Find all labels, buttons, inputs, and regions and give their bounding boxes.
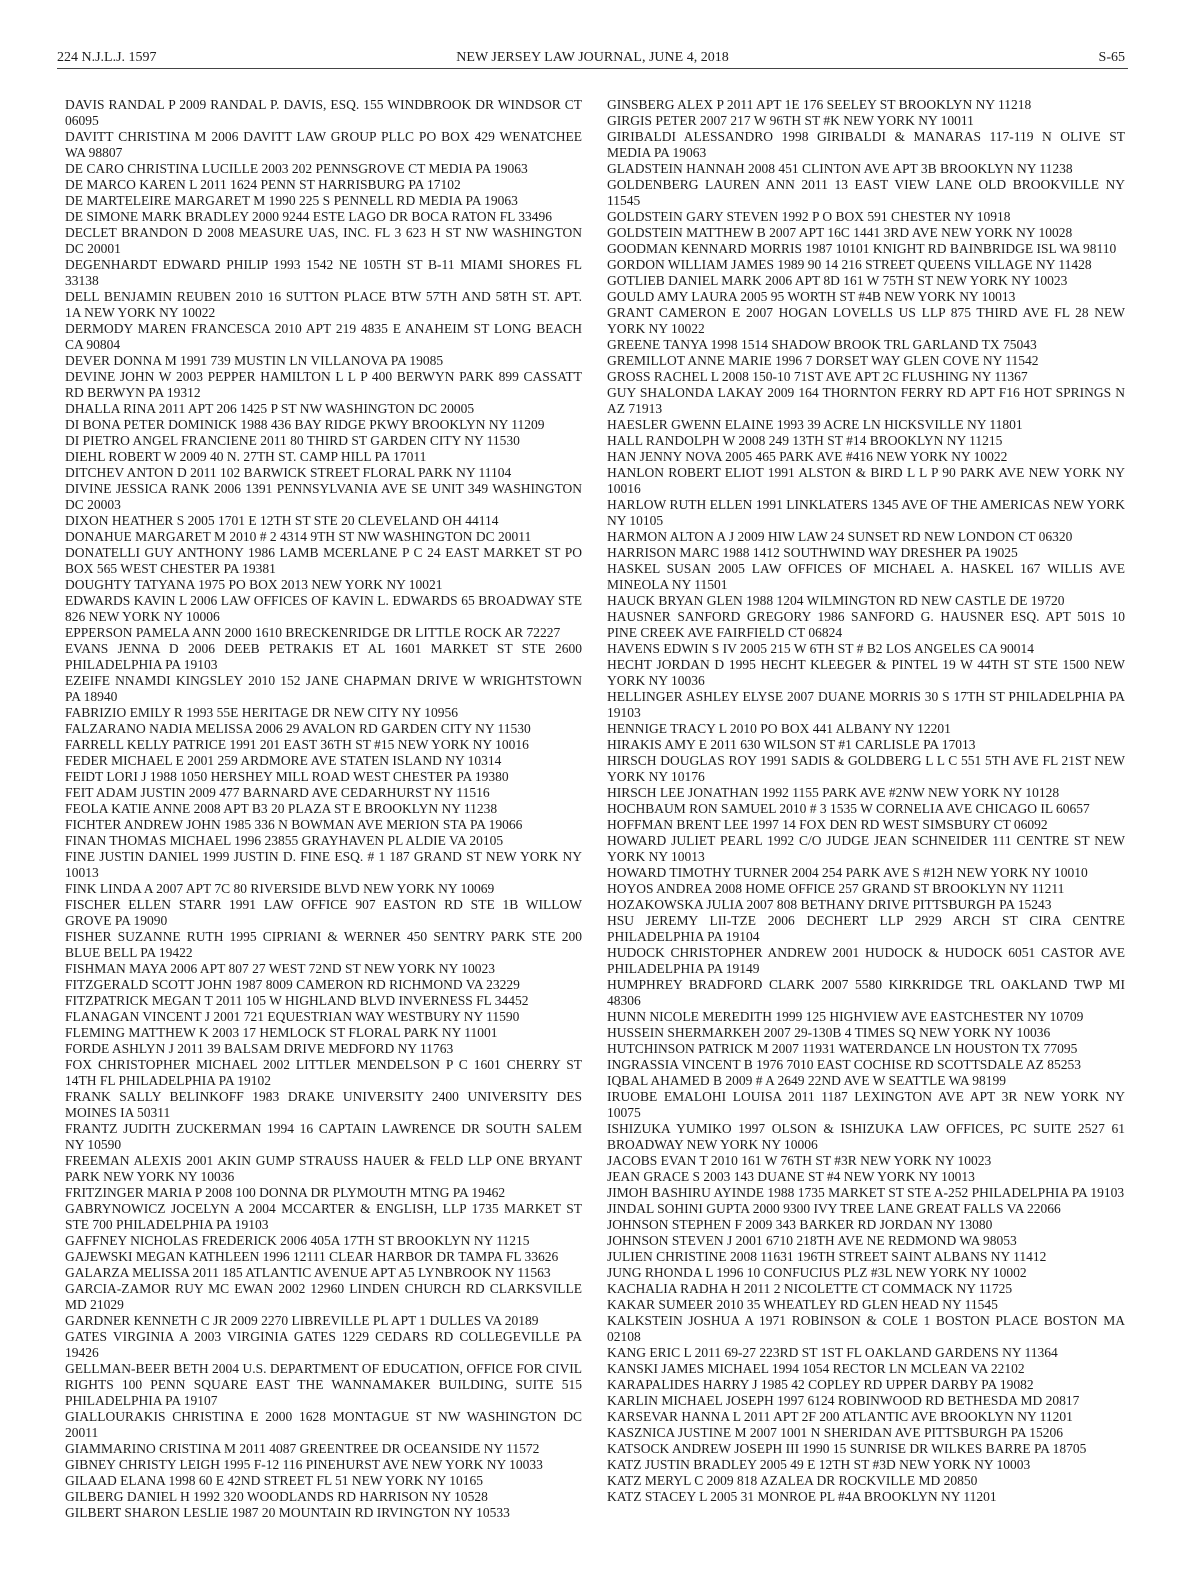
- directory-entry: HAN JENNY NOVA 2005 465 PARK AVE #416 NEW YORK NY 10022: [607, 449, 1008, 464]
- directory-entry: KARAPALIDES HARRY J 1985 42 COPLEY RD UPPER DARBY PA 19082: [607, 1377, 1034, 1392]
- directory-entry: FEIDT LORI J 1988 1050 HERSHEY MILL ROAD WEST CHESTER PA 19380: [65, 769, 509, 784]
- directory-entry: HASKEL SUSAN 2005 LAW OFFICES OF MICHAEL A. HASKEL 167 WILLIS AVE MINEOLA NY 11501: [607, 561, 1125, 592]
- directory-column-right: [607, 97, 1125, 1505]
- directory-entry: FINAN THOMAS MICHAEL 1996 23855 GRAYHAVEN PL ALDIE VA 20105: [65, 833, 504, 848]
- directory-entry: DEVER DONNA M 1991 739 MUSTIN LN VILLANOVA PA 19085: [65, 353, 444, 368]
- directory-entry: GREMILLOT ANNE MARIE 1996 7 DORSET WAY GLEN COVE NY 11542: [607, 353, 1039, 368]
- directory-entry: JEAN GRACE S 2003 143 DUANE ST #4 NEW YORK NY 10013: [607, 1169, 975, 1184]
- directory-entry: GROSS RACHEL L 2008 150-10 71ST AVE APT 2C FLUSHING NY 11367: [607, 369, 1028, 384]
- directory-entry: DAVIS RANDAL P 2009 RANDAL P. DAVIS, ESQ. 155 WINDBROOK DR WINDSOR CT 06095: [65, 97, 582, 128]
- directory-entry: FINK LINDA A 2007 APT 7C 80 RIVERSIDE BLVD NEW YORK NY 10069: [65, 881, 495, 896]
- directory-entry: FLANAGAN VINCENT J 2001 721 EQUESTRIAN WAY WESTBURY NY 11590: [65, 1009, 520, 1024]
- header-rule: [57, 68, 1128, 69]
- directory-entry: GARDNER KENNETH C JR 2009 2270 LIBREVILLE PL APT 1 DULLES VA 20189: [65, 1313, 539, 1328]
- directory-entry: DI BONA PETER DOMINICK 1988 436 BAY RIDGE PKWY BROOKLYN NY 11209: [65, 417, 545, 432]
- directory-entry: GIALLOURAKIS CHRISTINA E 2000 1628 MONTAGUE ST NW WASHINGTON DC 20011: [65, 1409, 582, 1440]
- directory-entry: GORDON WILLIAM JAMES 1989 90 14 216 STREET QUEENS VILLAGE NY 11428: [607, 257, 1092, 272]
- directory-entry: HARMON ALTON A J 2009 HIW LAW 24 SUNSET RD NEW LONDON CT 06320: [607, 529, 1073, 544]
- directory-entry: DECLET BRANDON D 2008 MEASURE UAS, INC. FL 3 623 H ST NW WASHINGTON DC 20001: [65, 225, 582, 256]
- directory-entry: GINSBERG ALEX P 2011 APT 1E 176 SEELEY ST BROOKLYN NY 11218: [607, 97, 1032, 112]
- directory-entry: KANG ERIC L 2011 69-27 223RD ST 1ST FL OAKLAND GARDENS NY 11364: [607, 1345, 1058, 1360]
- directory-entry: GOLDSTEIN GARY STEVEN 1992 P O BOX 591 CHESTER NY 10918: [607, 209, 1011, 224]
- directory-entry: FEDER MICHAEL E 2001 259 ARDMORE AVE STATEN ISLAND NY 10314: [65, 753, 502, 768]
- directory-entry: FISHER SUZANNE RUTH 1995 CIPRIANI & WERNER 450 SENTRY PARK STE 200 BLUE BELL PA 19422: [65, 929, 582, 960]
- directory-entry: KATZ STACEY L 2005 31 MONROE PL #4A BROOKLYN NY 11201: [607, 1489, 997, 1504]
- directory-entry: JOHNSON STEPHEN F 2009 343 BARKER RD JORDAN NY 13080: [607, 1217, 993, 1232]
- directory-entry: HECHT JORDAN D 1995 HECHT KLEEGER & PINTEL 19 W 44TH ST STE 1500 NEW YORK NY 10036: [607, 657, 1125, 688]
- directory-entry: HUMPHREY BRADFORD CLARK 2007 5580 KIRKRIDGE TRL OAKLAND TWP MI 48306: [607, 977, 1125, 1008]
- directory-entry: GATES VIRGINIA A 2003 VIRGINIA GATES 1229 CEDARS RD COLLEGEVILLE PA 19426: [65, 1329, 582, 1360]
- directory-entry: GRANT CAMERON E 2007 HOGAN LOVELLS US LLP 875 THIRD AVE FL 28 NEW YORK NY 10022: [607, 305, 1125, 336]
- directory-entry: GUY SHALONDA LAKAY 2009 164 THORNTON FERRY RD APT F16 HOT SPRINGS N AZ 71913: [607, 385, 1125, 416]
- directory-entry: GOODMAN KENNARD MORRIS 1987 10101 KNIGHT RD BAINBRIDGE ISL WA 98110: [607, 241, 1117, 256]
- directory-entry: DE SIMONE MARK BRADLEY 2000 9244 ESTE LAGO DR BOCA RATON FL 33496: [65, 209, 553, 224]
- directory-entry: FINE JUSTIN DANIEL 1999 JUSTIN D. FINE ESQ. # 1 187 GRAND ST NEW YORK NY 10013: [65, 849, 582, 880]
- directory-entry: GIBNEY CHRISTY LEIGH 1995 F-12 116 PINEHURST AVE NEW YORK NY 10033: [65, 1457, 543, 1472]
- directory-entry: JUNG RHONDA L 1996 10 CONFUCIUS PLZ #3L NEW YORK NY 10002: [607, 1265, 1027, 1280]
- directory-entry: HIRSCH DOUGLAS ROY 1991 SADIS & GOLDBERG L L C 551 5TH AVE FL 21ST NEW YORK NY 10176: [607, 753, 1125, 784]
- directory-entry: HARLOW RUTH ELLEN 1991 LINKLATERS 1345 AVE OF THE AMERICAS NEW YORK NY 10105: [607, 497, 1125, 528]
- directory-entry: FISHMAN MAYA 2006 APT 807 27 WEST 72ND ST NEW YORK NY 10023: [65, 961, 496, 976]
- page-number: S-65: [1098, 50, 1125, 65]
- directory-entry: GAJEWSKI MEGAN KATHLEEN 1996 12111 CLEAR HARBOR DR TAMPA FL 33626: [65, 1249, 559, 1264]
- directory-entry: GOLDSTEIN MATTHEW B 2007 APT 16C 1441 3RD AVE NEW YORK NY 10028: [607, 225, 1073, 240]
- directory-entry: HOWARD JULIET PEARL 1992 C/O JUDGE JEAN SCHNEIDER 111 CENTRE ST NEW YORK NY 10013: [607, 833, 1125, 864]
- directory-entry: HARRISON MARC 1988 1412 SOUTHWIND WAY DRESHER PA 19025: [607, 545, 1018, 560]
- directory-entry: HAUCK BRYAN GLEN 1988 1204 WILMINGTON RD NEW CASTLE DE 19720: [607, 593, 1065, 608]
- directory-entry: DIXON HEATHER S 2005 1701 E 12TH ST STE 20 CLEVELAND OH 44114: [65, 513, 499, 528]
- directory-entry: JOHNSON STEVEN J 2001 6710 218TH AVE NE REDMOND WA 98053: [607, 1233, 1017, 1248]
- directory-entry: HOFFMAN BRENT LEE 1997 14 FOX DEN RD WEST SIMSBURY CT 06092: [607, 817, 1048, 832]
- directory-entry: FEOLA KATIE ANNE 2008 APT B3 20 PLAZA ST E BROOKLYN NY 11238: [65, 801, 498, 816]
- directory-entry: KALKSTEIN JOSHUA A 1971 ROBINSON & COLE 1 BOSTON PLACE BOSTON MA 02108: [607, 1313, 1125, 1344]
- directory-entry: JULIEN CHRISTINE 2008 11631 196TH STREET SAINT ALBANS NY 11412: [607, 1249, 1047, 1264]
- directory-entry: JACOBS EVAN T 2010 161 W 76TH ST #3R NEW YORK NY 10023: [607, 1153, 992, 1168]
- directory-entry: HUDOCK CHRISTOPHER ANDREW 2001 HUDOCK & HUDOCK 6051 CASTOR AVE PHILADELPHIA PA 19149: [607, 945, 1125, 976]
- directory-entry: FITZGERALD SCOTT JOHN 1987 8009 CAMERON RD RICHMOND VA 23229: [65, 977, 520, 992]
- directory-entry: HANLON ROBERT ELIOT 1991 ALSTON & BIRD L L P 90 PARK AVE NEW YORK NY 10016: [607, 465, 1125, 496]
- directory-entry: IRUOBE EMALOHI LOUISA 2011 1187 LEXINGTON AVE APT 3R NEW YORK NY 10075: [607, 1089, 1125, 1120]
- directory-entry: KARSEVAR HANNA L 2011 APT 2F 200 ATLANTIC AVE BROOKLYN NY 11201: [607, 1409, 1073, 1424]
- directory-entry: GABRYNOWICZ JOCELYN A 2004 MCCARTER & ENGLISH, LLP 1735 MARKET ST STE 700 PHILADELPHIA PA 19103: [65, 1201, 582, 1232]
- directory-entry: DELL BENJAMIN REUBEN 2010 16 SUTTON PLACE BTW 57TH AND 58TH ST. APT. 1A NEW YORK NY 10022: [65, 289, 582, 320]
- directory-entry: DEGENHARDT EDWARD PHILIP 1993 1542 NE 105TH ST B-11 MIAMI SHORES FL 33138: [65, 257, 582, 288]
- directory-entry: KATZ JUSTIN BRADLEY 2005 49 E 12TH ST #3D NEW YORK NY 10003: [607, 1457, 1031, 1472]
- directory-entry: KATZ MERYL C 2009 818 AZALEA DR ROCKVILLE MD 20850: [607, 1473, 978, 1488]
- directory-entry: DI PIETRO ANGEL FRANCIENE 2011 80 THIRD ST GARDEN CITY NY 11530: [65, 433, 520, 448]
- directory-entry: GILBERT SHARON LESLIE 1987 20 MOUNTAIN RD IRVINGTON NY 10533: [65, 1505, 510, 1520]
- directory-entry: HUSSEIN SHERMARKEH 2007 29-130B 4 TIMES SQ NEW YORK NY 10036: [607, 1025, 1051, 1040]
- directory-entry: FOX CHRISTOPHER MICHAEL 2002 LITTLER MENDELSON P C 1601 CHERRY ST 14TH FL PHILADELPHIA PA 19102: [65, 1057, 582, 1088]
- directory-entry: DOUGHTY TATYANA 1975 PO BOX 2013 NEW YORK NY 10021: [65, 577, 443, 592]
- directory-entry: FRANK SALLY BELINKOFF 1983 DRAKE UNIVERSITY 2400 UNIVERSITY DES MOINES IA 50311: [65, 1089, 582, 1120]
- directory-entry: ISHIZUKA YUMIKO 1997 OLSON & ISHIZUKA LAW OFFICES, PC SUITE 2527 61 BROADWAY NEW YORK NY 10006: [607, 1121, 1125, 1152]
- journal-title: NEW JERSEY LAW JOURNAL, JUNE 4, 2018: [456, 50, 729, 65]
- directory-entry: HAUSNER SANFORD GREGORY 1986 SANFORD G. HAUSNER ESQ. APT 501S 10 PINE CREEK AVE FAIRFIELD CT 06824: [607, 609, 1125, 640]
- directory-entry: GLADSTEIN HANNAH 2008 451 CLINTON AVE APT 3B BROOKLYN NY 11238: [607, 161, 1073, 176]
- directory-entry: JIMOH BASHIRU AYINDE 1988 1735 MARKET ST STE A-252 PHILADELPHIA PA 19103: [607, 1185, 1125, 1200]
- directory-entry: DIEHL ROBERT W 2009 40 N. 27TH ST. CAMP HILL PA 17011: [65, 449, 427, 464]
- directory-entry: DEVINE JOHN W 2003 PEPPER HAMILTON L L P 400 BERWYN PARK 899 CASSATT RD BERWYN PA 19312: [65, 369, 582, 400]
- directory-entry: GAFFNEY NICHOLAS FREDERICK 2006 405A 17TH ST BROOKLYN NY 11215: [65, 1233, 530, 1248]
- directory-entry: EZEIFE NNAMDI KINGSLEY 2010 152 JANE CHAPMAN DRIVE W WRIGHTSTOWN PA 18940: [65, 673, 582, 704]
- directory-entry: HOCHBAUM RON SAMUEL 2010 # 3 1535 W CORNELIA AVE CHICAGO IL 60657: [607, 801, 1090, 816]
- directory-entry: DE MARCO KAREN L 2011 1624 PENN ST HARRISBURG PA 17102: [65, 177, 461, 192]
- directory-entry: KACHALIA RADHA H 2011 2 NICOLETTE CT COMMACK NY 11725: [607, 1281, 1013, 1296]
- directory-entry: DHALLA RINA 2011 APT 206 1425 P ST NW WASHINGTON DC 20005: [65, 401, 475, 416]
- directory-entry: HAVENS EDWIN S IV 2005 215 W 6TH ST # B2 LOS ANGELES CA 90014: [607, 641, 1035, 656]
- directory-entry: FORDE ASHLYN J 2011 39 BALSAM DRIVE MEDFORD NY 11763: [65, 1041, 454, 1056]
- directory-entry: GILAAD ELANA 1998 60 E 42ND STREET FL 51 NEW YORK NY 10165: [65, 1473, 483, 1488]
- directory-entry: GALARZA MELISSA 2011 185 ATLANTIC AVENUE APT A5 LYNBROOK NY 11563: [65, 1265, 551, 1280]
- directory-entry: HUTCHINSON PATRICK M 2007 11931 WATERDANCE LN HOUSTON TX 77095: [607, 1041, 1078, 1056]
- directory-entry: FABRIZIO EMILY R 1993 55E HERITAGE DR NEW CITY NY 10956: [65, 705, 459, 720]
- directory-entry: FITZPATRICK MEGAN T 2011 105 W HIGHLAND BLVD INVERNESS FL 34452: [65, 993, 529, 1008]
- directory-entry: JINDAL SOHINI GUPTA 2000 9300 IVY TREE LANE GREAT FALLS VA 22066: [607, 1201, 1061, 1216]
- directory-entry: GOULD AMY LAURA 2005 95 WORTH ST #4B NEW YORK NY 10013: [607, 289, 1016, 304]
- directory-entry: HOZAKOWSKA JULIA 2007 808 BETHANY DRIVE PITTSBURGH PA 15243: [607, 897, 1052, 912]
- directory-entry: DE CARO CHRISTINA LUCILLE 2003 202 PENNSGROVE CT MEDIA PA 19063: [65, 161, 528, 176]
- directory-entry: HOYOS ANDREA 2008 HOME OFFICE 257 GRAND ST BROOKLYN NY 11211: [607, 881, 1065, 896]
- directory-entry: HELLINGER ASHLEY ELYSE 2007 DUANE MORRIS 30 S 17TH ST PHILADELPHIA PA 19103: [607, 689, 1125, 720]
- directory-entry: GOTLIEB DANIEL MARK 2006 APT 8D 161 W 75TH ST NEW YORK NY 10023: [607, 273, 1068, 288]
- directory-entry: FALZARANO NADIA MELISSA 2006 29 AVALON RD GARDEN CITY NY 11530: [65, 721, 531, 736]
- directory-entry: DAVITT CHRISTINA M 2006 DAVITT LAW GROUP PLLC PO BOX 429 WENATCHEE WA 98807: [65, 129, 582, 160]
- directory-entry: FARRELL KELLY PATRICE 1991 201 EAST 36TH ST #15 NEW YORK NY 10016: [65, 737, 529, 752]
- directory-entry: IQBAL AHAMED B 2009 # A 2649 22ND AVE W SEATTLE WA 98199: [607, 1073, 1007, 1088]
- directory-entry: FEIT ADAM JUSTIN 2009 477 BARNARD AVE CEDARHURST NY 11516: [65, 785, 490, 800]
- directory-entry: EDWARDS KAVIN L 2006 LAW OFFICES OF KAVIN L. EDWARDS 65 BROADWAY STE 826 NEW YORK NY 10006: [65, 593, 582, 624]
- directory-entry: EPPERSON PAMELA ANN 2000 1610 BRECKENRIDGE DR LITTLE ROCK AR 72227: [65, 625, 561, 640]
- directory-entry: FISCHER ELLEN STARR 1991 LAW OFFICE 907 EASTON RD STE 1B WILLOW GROVE PA 19090: [65, 897, 582, 928]
- directory-entry: GELLMAN-BEER BETH 2004 U.S. DEPARTMENT OF EDUCATION, OFFICE FOR CIVIL RIGHTS 100 PENN SQUARE EAST THE WANNAMAKER BUILDING, SUITE 515 PHILADELPHIA PA 19107: [65, 1361, 582, 1408]
- directory-entry: HSU JEREMY LII-TZE 2006 DECHERT LLP 2929 ARCH ST CIRA CENTRE PHILADELPHIA PA 19104: [607, 913, 1125, 944]
- directory-entry: HALL RANDOLPH W 2008 249 13TH ST #14 BROOKLYN NY 11215: [607, 433, 1003, 448]
- directory-entry: HIRAKIS AMY E 2011 630 WILSON ST #1 CARLISLE PA 17013: [607, 737, 976, 752]
- directory-entry: GREENE TANYA 1998 1514 SHADOW BROOK TRL GARLAND TX 75043: [607, 337, 1037, 352]
- directory-entry: KATSOCK ANDREW JOSEPH III 1990 15 SUNRISE DR WILKES BARRE PA 18705: [607, 1441, 1087, 1456]
- directory-entry: DONATELLI GUY ANTHONY 1986 LAMB MCERLANE P C 24 EAST MARKET ST PO BOX 565 WEST CHESTER PA 19381: [65, 545, 582, 576]
- directory-entry: GIRIBALDI ALESSANDRO 1998 GIRIBALDI & MANARAS 117-119 N OLIVE ST MEDIA PA 19063: [607, 129, 1125, 160]
- directory-entry: FRANTZ JUDITH ZUCKERMAN 1994 16 CAPTAIN LAWRENCE DR SOUTH SALEM NY 10590: [65, 1121, 582, 1152]
- directory-entry: KAKAR SUMEER 2010 35 WHEATLEY RD GLEN HEAD NY 11545: [607, 1297, 998, 1312]
- directory-entry: KANSKI JAMES MICHAEL 1994 1054 RECTOR LN MCLEAN VA 22102: [607, 1361, 1025, 1376]
- directory-entry: DERMODY MAREN FRANCESCA 2010 APT 219 4835 E ANAHEIM ST LONG BEACH CA 90804: [65, 321, 582, 352]
- directory-entry: HOWARD TIMOTHY TURNER 2004 254 PARK AVE S #12H NEW YORK NY 10010: [607, 865, 1088, 880]
- volume-citation: 224 N.J.L.J. 1597: [57, 50, 157, 65]
- directory-column-left: [65, 97, 582, 1521]
- directory-entry: KARLIN MICHAEL JOSEPH 1997 6124 ROBINWOOD RD BETHESDA MD 20817: [607, 1393, 1080, 1408]
- directory-entry: FREEMAN ALEXIS 2001 AKIN GUMP STRAUSS HAUER & FELD LLP ONE BRYANT PARK NEW YORK NY 10036: [65, 1153, 582, 1184]
- directory-entry: DITCHEV ANTON D 2011 102 BARWICK STREET FLORAL PARK NY 11104: [65, 465, 512, 480]
- directory-entry: FICHTER ANDREW JOHN 1985 336 N BOWMAN AVE MERION STA PA 19066: [65, 817, 523, 832]
- directory-entry: KASZNICA JUSTINE M 2007 1001 N SHERIDAN AVE PITTSBURGH PA 15206: [607, 1425, 1064, 1440]
- directory-entry: FLEMING MATTHEW K 2003 17 HEMLOCK ST FLORAL PARK NY 11001: [65, 1025, 498, 1040]
- directory-entry: DONAHUE MARGARET M 2010 # 2 4314 9TH ST NW WASHINGTON DC 20011: [65, 529, 532, 544]
- directory-entry: GIAMMARINO CRISTINA M 2011 4087 GREENTREE DR OCEANSIDE NY 11572: [65, 1441, 540, 1456]
- directory-entry: GARCIA-ZAMOR RUY MC EWAN 2002 12960 LINDEN CHURCH RD CLARKSVILLE MD 21029: [65, 1281, 582, 1312]
- directory-entry: EVANS JENNA D 2006 DEEB PETRAKIS ET AL 1601 MARKET ST STE 2600 PHILADELPHIA PA 19103: [65, 641, 582, 672]
- directory-entry: HENNIGE TRACY L 2010 PO BOX 441 ALBANY NY 12201: [607, 721, 951, 736]
- directory-entry: HUNN NICOLE MEREDITH 1999 125 HIGHVIEW AVE EASTCHESTER NY 10709: [607, 1009, 1084, 1024]
- directory-entry: FRITZINGER MARIA P 2008 100 DONNA DR PLYMOUTH MTNG PA 19462: [65, 1185, 506, 1200]
- directory-entry: HAESLER GWENN ELAINE 1993 39 ACRE LN HICKSVILLE NY 11801: [607, 417, 1023, 432]
- directory-entry: INGRASSIA VINCENT B 1976 7010 EAST COCHISE RD SCOTTSDALE AZ 85253: [607, 1057, 1082, 1072]
- directory-entry: DE MARTELEIRE MARGARET M 1990 225 S PENNELL RD MEDIA PA 19063: [65, 193, 518, 208]
- directory-entry: DIVINE JESSICA RANK 2006 1391 PENNSYLVANIA AVE SE UNIT 349 WASHINGTON DC 20003: [65, 481, 582, 512]
- directory-entry: GOLDENBERG LAUREN ANN 2011 13 EAST VIEW LANE OLD BROOKVILLE NY 11545: [607, 177, 1125, 208]
- directory-entry: GIRGIS PETER 2007 217 W 96TH ST #K NEW YORK NY 10011: [607, 113, 974, 128]
- directory-entry: GILBERG DANIEL H 1992 320 WOODLANDS RD HARRISON NY 10528: [65, 1489, 488, 1504]
- directory-entry: HIRSCH LEE JONATHAN 1992 1155 PARK AVE #2NW NEW YORK NY 10128: [607, 785, 1060, 800]
